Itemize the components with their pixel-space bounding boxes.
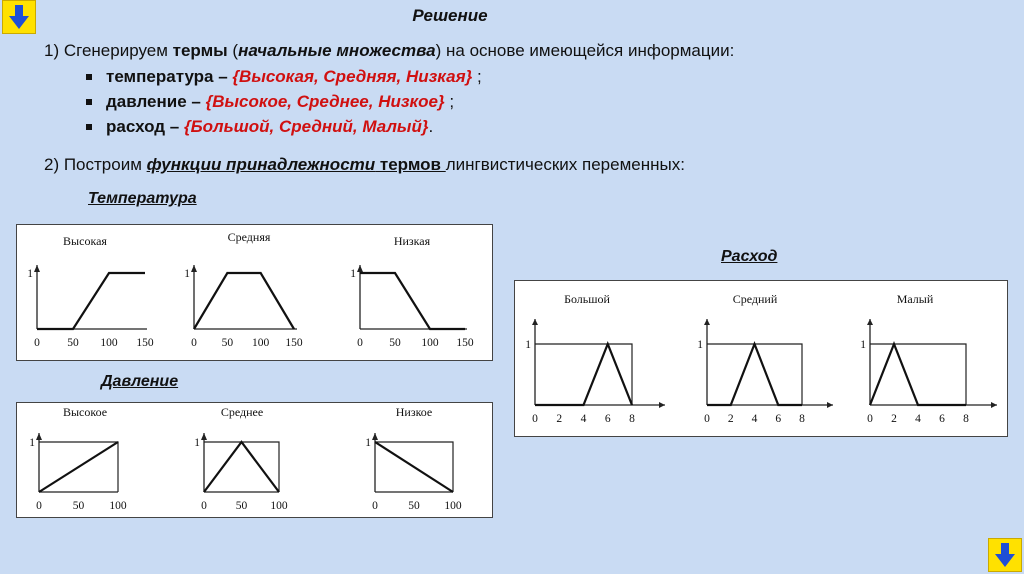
x-tick-label: 150 [456,337,474,349]
level-one-guide [204,442,279,492]
bullet-tail: ; [472,67,482,86]
bullet-values: {Высокая, Средняя, Низкая} [232,67,473,86]
bullet-dash: – [213,67,233,86]
x-tick-label: 0 [357,337,363,349]
chart-title: Высокое [62,405,108,419]
chart-title: Низкая [393,234,431,248]
step-2-prefix: 2) Построим [44,155,147,174]
x-tick-label: 2 [556,413,563,425]
section-label-temperature: Температура [88,190,197,207]
x-tick-label: 0 [532,413,538,425]
x-tick-label: 0 [704,413,710,425]
y-tick-label: 1 [860,339,866,351]
membership-chart [525,292,665,425]
y-tick-label: 1 [194,437,200,449]
x-tick-label: 50 [235,500,248,512]
chart-title: Средняя [227,230,271,244]
membership-chart [184,230,303,349]
bullet-pressure [86,92,454,112]
membership-chart [697,292,833,425]
step-2-line [44,155,685,175]
chart-title: Низкое [395,405,433,419]
step-1-terms: термы [172,41,228,60]
membership-curve [37,273,145,329]
arrow-down-icon [993,542,1017,568]
x-tick-label: 100 [252,337,270,349]
x-tick-label: 100 [270,500,288,512]
x-axis-arrow [659,402,665,408]
x-tick-label: 0 [201,500,207,512]
membership-curve [194,273,294,329]
pressure-charts [17,403,492,517]
y-axis-arrow [704,319,710,325]
x-tick-label: 2 [727,413,734,425]
pressure-panel [16,402,493,518]
x-tick-label: 0 [191,337,197,349]
bullet-flow [86,117,433,137]
x-tick-label: 100 [100,337,118,349]
x-tick-label: 100 [421,337,439,349]
membership-chart [194,405,288,512]
level-one-guide [707,344,802,405]
bullet-dash: – [165,117,184,136]
bullet-icon [86,124,92,130]
bullet-name: давление [106,92,187,111]
chart-title: Среднее [220,405,264,419]
y-tick-label: 1 [525,339,531,351]
flow-panel [514,280,1008,437]
page-title: Решение [412,6,488,25]
y-axis-arrow [191,265,197,272]
bullet-values: {Большой, Средний, Малый} [183,117,429,136]
x-tick-label: 50 [389,337,401,349]
membership-curve [870,344,966,405]
y-tick-label: 1 [350,268,356,280]
membership-chart [29,405,127,512]
y-tick-label: 1 [27,268,33,280]
membership-curve [535,344,632,405]
y-axis-arrow [372,433,378,440]
x-tick-label: 100 [444,500,462,512]
x-tick-label: 0 [36,500,42,512]
level-one-guide [535,344,632,405]
x-axis-arrow [991,402,997,408]
step-1-initial-sets: начальные множества [238,41,436,60]
x-tick-label: 6 [604,413,611,425]
step-1-rest: ) на основе имеющейся информации: [435,41,735,60]
membership-curve [707,344,802,405]
x-tick-label: 150 [136,337,154,349]
x-tick-label: 0 [867,413,873,425]
x-tick-label: 50 [408,500,420,512]
y-axis-arrow [357,265,363,272]
x-tick-label: 4 [751,413,758,425]
x-tick-label: 8 [799,413,805,425]
flow-charts [515,281,1007,436]
x-tick-label: 4 [580,413,587,425]
y-tick-label: 1 [184,268,190,280]
section-label-flow: Расход [721,248,778,265]
membership-chart [27,234,154,349]
membership-curve [375,442,453,492]
x-tick-label: 50 [67,337,79,349]
x-tick-label: 50 [72,500,85,512]
step-1-line [44,41,734,61]
x-tick-label: 50 [221,337,234,349]
section-label-pressure: Давление [101,373,179,390]
x-tick-label: 6 [775,413,782,425]
x-tick-label: 100 [109,500,127,512]
y-axis-arrow [34,265,40,272]
x-tick-label: 0 [372,500,378,512]
temperature-panel [16,224,493,361]
membership-chart [860,292,997,425]
temperature-charts [17,225,492,360]
membership-curve [360,273,465,329]
membership-curve [204,442,279,492]
bullet-name: расход [106,117,166,136]
membership-chart [350,234,474,349]
nav-down-button-bottom[interactable] [988,538,1022,572]
x-tick-label: 4 [915,413,921,425]
chart-title: Большой [564,292,610,306]
step-2-membership: функции принадлежности [146,155,376,174]
x-tick-label: 2 [891,413,897,425]
x-tick-label: 8 [963,413,969,425]
y-axis-arrow [201,433,207,440]
step-2-rest: лингвистических переменных: [445,155,685,174]
level-one-guide [870,344,966,405]
chart-title: Малый [896,292,934,306]
chart-title: Высокая [63,234,107,248]
x-tick-label: 8 [629,413,635,425]
bullet-icon [86,99,92,105]
chart-title: Средний [732,292,778,306]
bullet-dash: – [186,92,206,111]
step-2-terms: термов [375,155,446,174]
membership-chart [365,405,462,512]
x-tick-label: 6 [939,413,945,425]
x-tick-label: 0 [34,337,40,349]
y-axis-arrow [36,433,42,440]
bullet-name: температура [106,67,214,86]
step-1-paren: ( [227,41,239,60]
bullet-tail: ; [444,92,455,111]
step-1-prefix: 1) Сгенерируем [44,41,173,60]
y-tick-label: 1 [365,437,371,449]
y-axis-arrow [532,319,538,325]
bullet-tail: . [428,117,434,136]
bullet-values: {Высокое, Среднее, Низкое} [205,92,445,111]
bullet-icon [86,74,92,80]
x-axis-arrow [827,402,833,408]
x-tick-label: 150 [285,337,303,349]
y-tick-label: 1 [697,339,703,351]
y-axis-arrow [867,319,873,325]
y-tick-label: 1 [29,437,35,449]
bullet-temperature [86,67,482,87]
membership-curve [39,442,118,492]
